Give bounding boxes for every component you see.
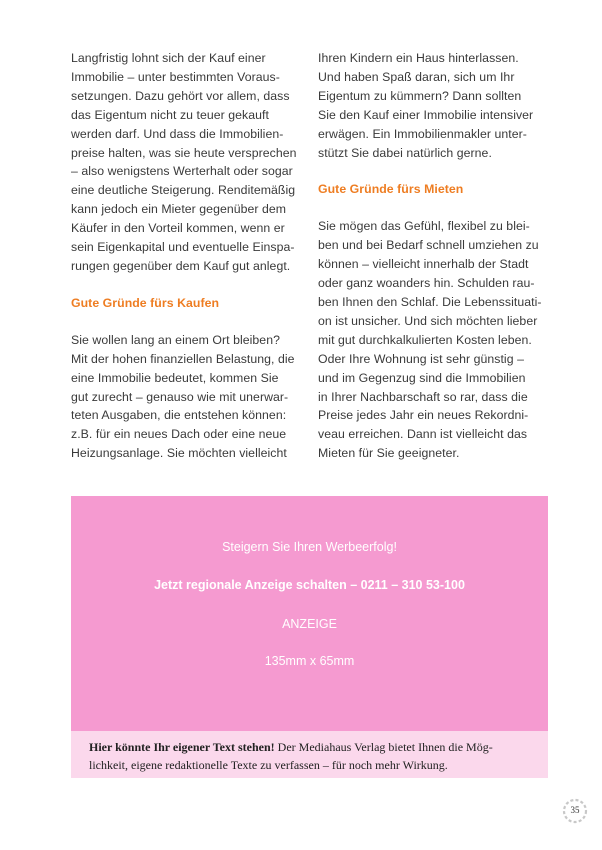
heading-mieten: Gute Gründe fürs Mieten [318,182,464,197]
text-line: Preise jedes Jahr ein neues Rekordni- [318,408,529,423]
text-line: teten Ausgaben, die entstehen können: [71,408,287,423]
text-line: erwägen. Ein Immobilienmakler unter- [318,126,527,141]
text-line: Heizungsanlage. Sie möchten vielleicht [71,446,287,461]
text-line: veau erreichen. Dann ist vielleicht das [318,427,528,442]
text-line: Langfristig lohnt sich der Kauf einer [71,51,266,65]
heading-kaufen: Gute Gründe fürs Kaufen [71,295,220,310]
info-box [71,731,548,778]
ad-headline: Steigern Sie Ihren Werbeerfolg! [222,540,397,554]
right-column [318,49,556,463]
text-line: Käufer in den Vorteil kommen, wenn er [71,221,285,236]
text-line: Sie mögen das Gefühl, flexibel zu blei- [318,219,530,234]
text-line: Mieten für Sie geeigneter. [318,446,460,461]
text-line: das Eigentum nicht zu teuer gekauft [71,107,269,122]
text-line: Mit der hohen finanziellen Belastung, die [71,351,295,366]
text-line: ben und bei Bedarf schnell umziehen zu [318,238,539,253]
text-line: Sie wollen lang an einem Ort bleiben? [71,332,280,347]
left-column [71,49,307,463]
text-line: Ihren Kindern ein Haus hinterlassen. [318,51,519,65]
text-line: – also wenigstens Werterhalt oder sogar [71,164,293,179]
text-line: Sie den Kauf einer Immobilie intensiver [318,107,534,122]
text-line: sein Eigenkapital und eventuelle Einspa- [71,240,295,255]
text-line: und im Gegenzug sind die Immobilien [318,370,526,385]
ad-label: ANZEIGE [282,617,337,631]
info-text-line-1: Der Mediahaus Verlag bietet Ihnen die Mög- [274,740,493,754]
ad-placeholder [71,496,548,731]
text-line: gut zurecht – genauso wie mit unerwar- [71,389,289,404]
page-number: 35 [570,805,580,815]
text-line: z.B. für ein neues Dach oder eine neue [71,427,287,442]
text-line: stützt Sie dabei natürlich gerne. [318,145,492,160]
left-paragraph-2 [71,331,307,463]
page-number-badge [562,798,588,824]
ad-call-to-action: Jetzt regionale Anzeige schalten – 0211 – 310 53-100 [154,578,465,592]
text-line: werden darf. Und dass die Immobilien- [71,126,284,141]
text-line: mit gut durchkalkulierten Kosten leben. [318,332,532,347]
text-line: on ist unsicher. Und sich möchten lieber [318,313,538,328]
left-paragraph-1 [71,49,307,276]
text-line: Eigentum zu kümmern? Dann sollten [318,88,522,103]
text-line: Oder Ihre Wohnung ist sehr günstig – [318,351,524,366]
right-paragraph-1 [318,49,556,162]
text-line: eine Immobilie bedeutet, kommen Sie [71,370,279,385]
text-line: oder ganz woanders hin. Schulden rau- [318,276,535,291]
text-line: in Ihrer Nachbarschaft so rar, dass die [318,389,528,404]
text-line: Immobilie – unter bestimmten Voraus- [71,69,280,84]
text-line: kann jedoch ein Mieter gegenüber dem [71,202,287,217]
text-line: setzungen. Dazu gehört vor allem, dass [71,88,290,103]
text-line: Und haben Spaß daran, sich um Ihr [318,69,515,84]
text-line: ben Ihnen den Schlaf. Die Lebenssituati- [318,294,542,309]
ad-size: 135mm x 65mm [264,654,355,668]
text-line: rungen gegenüber dem Kauf gut anlegt. [71,258,291,273]
info-text-line-2: lichkeit, eigene redaktionelle Texte zu verfassen – für noch mehr Wirkung. [89,757,448,772]
text-line: können – vielleicht innerhalb der Stadt [318,257,529,272]
text-line: eine deutliche Steigerung. Renditemäßig [71,183,296,198]
text-line: preise halten, was sie heute versprechen [71,145,297,160]
info-text [89,739,534,774]
right-paragraph-2 [318,217,556,463]
info-bold-text: Hier könnte Ihr eigener Text stehen! [89,740,275,754]
